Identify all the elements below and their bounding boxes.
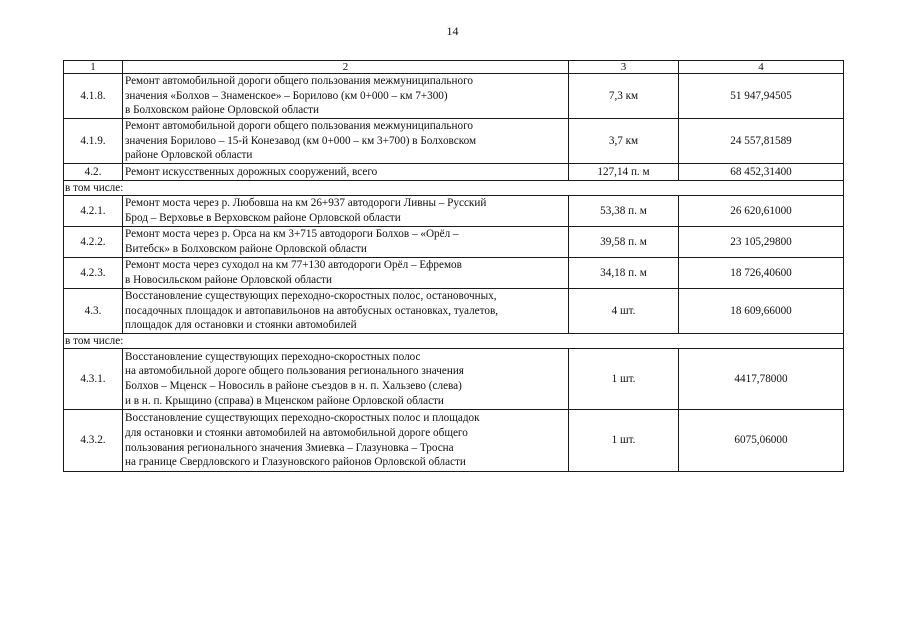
item-description	[123, 164, 569, 181]
description-line: районе Орловской области	[125, 149, 253, 162]
item-number: 4.2.3.	[64, 258, 123, 289]
subsection-label: в том числе:	[64, 334, 844, 349]
item-quantity: 34,18 п. м	[569, 258, 679, 289]
description-line: на границе Свердловского и Глазуновского районов Орловской области	[125, 456, 466, 469]
description-line: значения Борилово – 15-й Конезавод (км 0+000 – км 3+700) в Болховском	[125, 134, 477, 147]
subsection-label: в том числе:	[64, 181, 844, 196]
item-amount: 4417,78000	[679, 349, 844, 410]
table-row	[64, 410, 844, 472]
item-description	[123, 349, 569, 410]
description-line: Ремонт моста через р. Орса на км 3+715 автодороги Болхов – «Орёл –	[125, 228, 459, 241]
table-row	[64, 227, 844, 258]
table-row	[64, 258, 844, 289]
description-line: Болхов – Мценск – Новосиль в районе съездов в н. п. Хальзево (слева)	[125, 380, 462, 392]
item-number: 4.3.2.	[64, 410, 123, 472]
item-amount: 23 105,29800	[679, 227, 844, 258]
description-line: Восстановление существующих переходно-скоростных полос, остановочных,	[125, 290, 497, 303]
header-cell-3: 3	[569, 61, 679, 74]
description-line: посадочных площадок и автопавильонов на автобусных остановках, туалетов,	[125, 304, 499, 317]
item-number: 4.2.1.	[64, 196, 123, 227]
item-quantity: 39,58 п. м	[569, 227, 679, 258]
item-number: 4.2.2.	[64, 227, 123, 258]
description-line: Брод – Верховье в Верховском районе Орловской области	[125, 212, 401, 224]
item-description	[123, 258, 569, 289]
description-line: площадок для остановки и стоянки автомобилей	[125, 319, 357, 332]
table-row	[64, 119, 844, 164]
item-amount: 18 609,66000	[679, 289, 844, 334]
item-amount: 68 452,31400	[679, 164, 844, 181]
description-line: Восстановление существующих переходно-скоростных полос и площадок	[125, 412, 480, 425]
description-line: значения «Болхов – Знаменское» – Борилово (км 0+000 – км 7+300)	[125, 89, 448, 102]
item-number: 4.3.1.	[64, 349, 123, 410]
subsection-row	[64, 334, 844, 349]
description-line: Ремонт автомобильной дороги общего пользования межмуниципального	[125, 75, 473, 88]
works-table	[63, 60, 844, 472]
description-line: Ремонт искусственных дорожных сооружений, всего	[125, 165, 378, 178]
description-line: на автомобильной дороге общего пользования регионального значения	[125, 365, 464, 378]
table-row	[64, 196, 844, 227]
item-description	[123, 227, 569, 258]
item-number: 4.3.	[64, 289, 123, 334]
item-amount: 51 947,94505	[679, 74, 844, 119]
table-row	[64, 164, 844, 181]
item-amount: 24 557,81589	[679, 119, 844, 164]
item-amount: 18 726,40600	[679, 258, 844, 289]
item-quantity: 127,14 п. м	[569, 164, 679, 181]
item-quantity: 7,3 км	[569, 74, 679, 119]
item-quantity: 1 шт.	[569, 349, 679, 410]
description-line: Ремонт моста через р. Любовша на км 26+937 автодороги Ливны – Русский	[125, 197, 487, 210]
description-line: Ремонт моста через суходол на км 77+130 автодороги Орёл – Ефремов	[125, 259, 462, 272]
table-body	[64, 61, 844, 472]
description-line: Восстановление существующих переходно-скоростных полос	[125, 350, 421, 363]
subsection-row	[64, 181, 844, 196]
item-description	[123, 196, 569, 227]
item-description	[123, 410, 569, 472]
item-amount: 26 620,61000	[679, 196, 844, 227]
description-line: Ремонт автомобильной дороги общего пользования межмуниципального	[125, 120, 473, 133]
table-header-row	[64, 61, 844, 74]
description-line: в Болховском районе Орловской области	[125, 104, 320, 117]
table-row	[64, 74, 844, 119]
header-cell-2: 2	[123, 61, 569, 74]
table-row	[64, 289, 844, 334]
item-quantity: 4 шт.	[569, 289, 679, 334]
description-line: Витебск» в Болховском районе Орловской области	[125, 243, 367, 255]
description-line: пользования регионального значения Змиевка – Глазуновка – Тросна	[125, 441, 454, 454]
item-description	[123, 289, 569, 334]
description-line: для остановки и стоянки автомобилей на автомобильной дороге общего	[125, 426, 468, 439]
item-number: 4.1.9.	[64, 119, 123, 164]
description-line: в Новосильском районе Орловской области	[125, 274, 332, 286]
item-quantity: 53,38 п. м	[569, 196, 679, 227]
header-cell-1: 1	[64, 61, 123, 74]
item-description	[123, 74, 569, 119]
description-line: и в н. п. Крыщино (справа) в Мценском районе Орловской области	[125, 394, 444, 407]
item-quantity: 3,7 км	[569, 119, 679, 164]
item-description	[123, 119, 569, 164]
table-row	[64, 349, 844, 410]
header-cell-4: 4	[679, 61, 844, 74]
page-number: 14	[446, 24, 459, 38]
item-number: 4.1.8.	[64, 74, 123, 119]
item-number: 4.2.	[64, 164, 123, 181]
item-amount: 6075,06000	[679, 410, 844, 472]
item-quantity: 1 шт.	[569, 410, 679, 472]
